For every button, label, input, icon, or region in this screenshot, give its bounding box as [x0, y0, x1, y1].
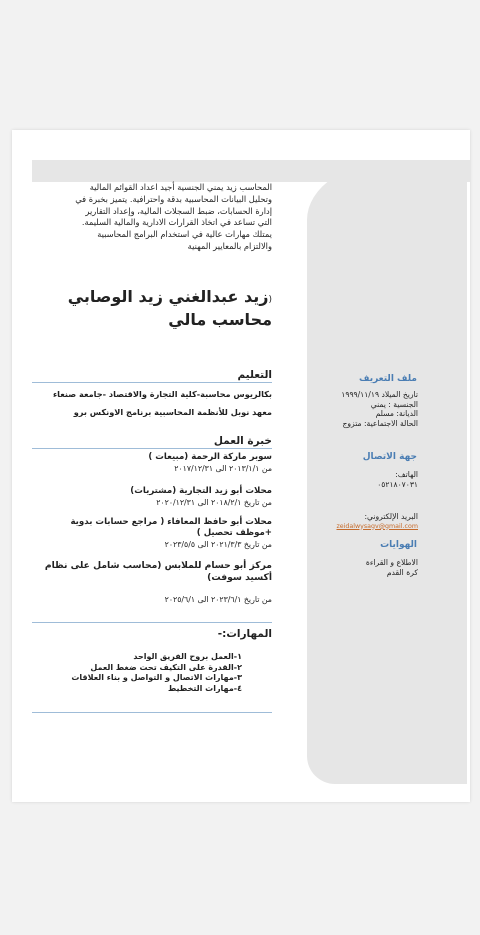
skills-title: المهارات:- [217, 628, 272, 640]
skills-rule-bottom [32, 712, 272, 713]
education-item: بكالريوس محاسبة-كلية التجارة والاقتصاد -جامعة صنعاء [53, 389, 272, 399]
hobbies-title: الهوايات [380, 540, 417, 550]
education-title: التعليم [237, 369, 272, 381]
resume-page [12, 130, 470, 802]
name-paren: ( [268, 295, 272, 305]
skill-item: ١-العمل بروح الفريق الواحد [133, 652, 242, 661]
full-name-text: زيد عبدالغني زيد الوصابي [67, 287, 269, 306]
skills-list [32, 652, 242, 694]
skills-rule-top [32, 622, 272, 623]
profile-birthdate: تاريخ الميلاد ١٩٩٩/١١/١٩ [341, 390, 418, 399]
skill-item: ٣-مهارات الاتصال و التواصل و بناء العلاقات [71, 673, 242, 682]
phone-block [312, 470, 418, 489]
skill-item: ٢-القدرة على التكيف تحت ضغط العمل [90, 662, 242, 672]
hobbies-list [312, 558, 418, 577]
profile-title: ملف التعريف [358, 374, 417, 384]
profile-nationality: الجنسية : يمني [370, 399, 418, 409]
email-link[interactable]: zeidalwysagv@gmail.com [336, 522, 418, 530]
job-date-4: من تاريخ ٢٠٢٣/٦/١ الى ٢٠٢٥/٦/١ [164, 595, 272, 604]
job-date-1: من ٢٠١٣/١/١ الى ٢٠١٧/١٢/٣١ [174, 464, 272, 473]
full-name [52, 287, 272, 310]
job-date-3: من تاريخ ٢٠٢١/٣/٣ الى ٢٠٢٣/٥/٥ [164, 540, 272, 549]
job-title-3: محلات أبو حافظ المعافاء ( مراجع حسابات بدوية +موظف تحصيل ) [70, 517, 272, 538]
experience-title: خبرة العمل [213, 435, 272, 447]
job-title: محاسب مالي [168, 310, 272, 329]
summary-paragraph: المحاسب زيد يمني الجنسية أجيد اعداد القوائم المالية وتحليل البيانات المحاسبية بدقة واحترافية. يتميز بخبرة في إدارة الحسابات، ضبط السجلات المالية، وإعداد التقارير التي تساعد في اتخاذ القرارات الادارية والمالية السليمة. يمتلك مهارات عالية في استخدام البرامج المحاسبية والالتزام بالمعايير المهنية [75, 182, 272, 251]
email-label: البريد الإلكتروني: [364, 512, 418, 521]
skill-item: ٤-مهارات التخطيط [167, 683, 242, 693]
contact-title: جهة الاتصال [362, 452, 417, 462]
hobby-item: الاطلاع و القراءة [365, 558, 418, 567]
profile-religion: الديانة: مسلم [375, 409, 418, 419]
job-date-2: من تاريخ ٢٠١٨/٢/١ الى ٢٠٢٠/١٢/٣١ [156, 498, 272, 507]
job-title-1: سوبر ماركة الرحمة (مبيعات ) [148, 452, 272, 462]
job-title-4: مركز أبو حسام للملابس (محاسب شامل على نظام أكسيد سوفت) [44, 560, 272, 583]
job-title-2: محلات أبو زيد التجارية (مشتريات) [130, 486, 272, 496]
education-rule [32, 382, 272, 383]
email-block [312, 512, 418, 531]
name-block [52, 287, 272, 330]
phone-label: الهاتف: [395, 470, 418, 479]
education-item: معهد نوبل للأنظمة المحاسبية برنامج الاونكس برو [73, 407, 272, 417]
hobby-item: كرة القدم [386, 567, 418, 577]
experience-rule [32, 448, 272, 449]
profile-marital: الحالة الاجتماعية: متزوج [342, 418, 418, 428]
profile-lines [312, 390, 418, 428]
phone-value: ٠٥٢١٨٠٧٠٣١ [377, 479, 418, 489]
